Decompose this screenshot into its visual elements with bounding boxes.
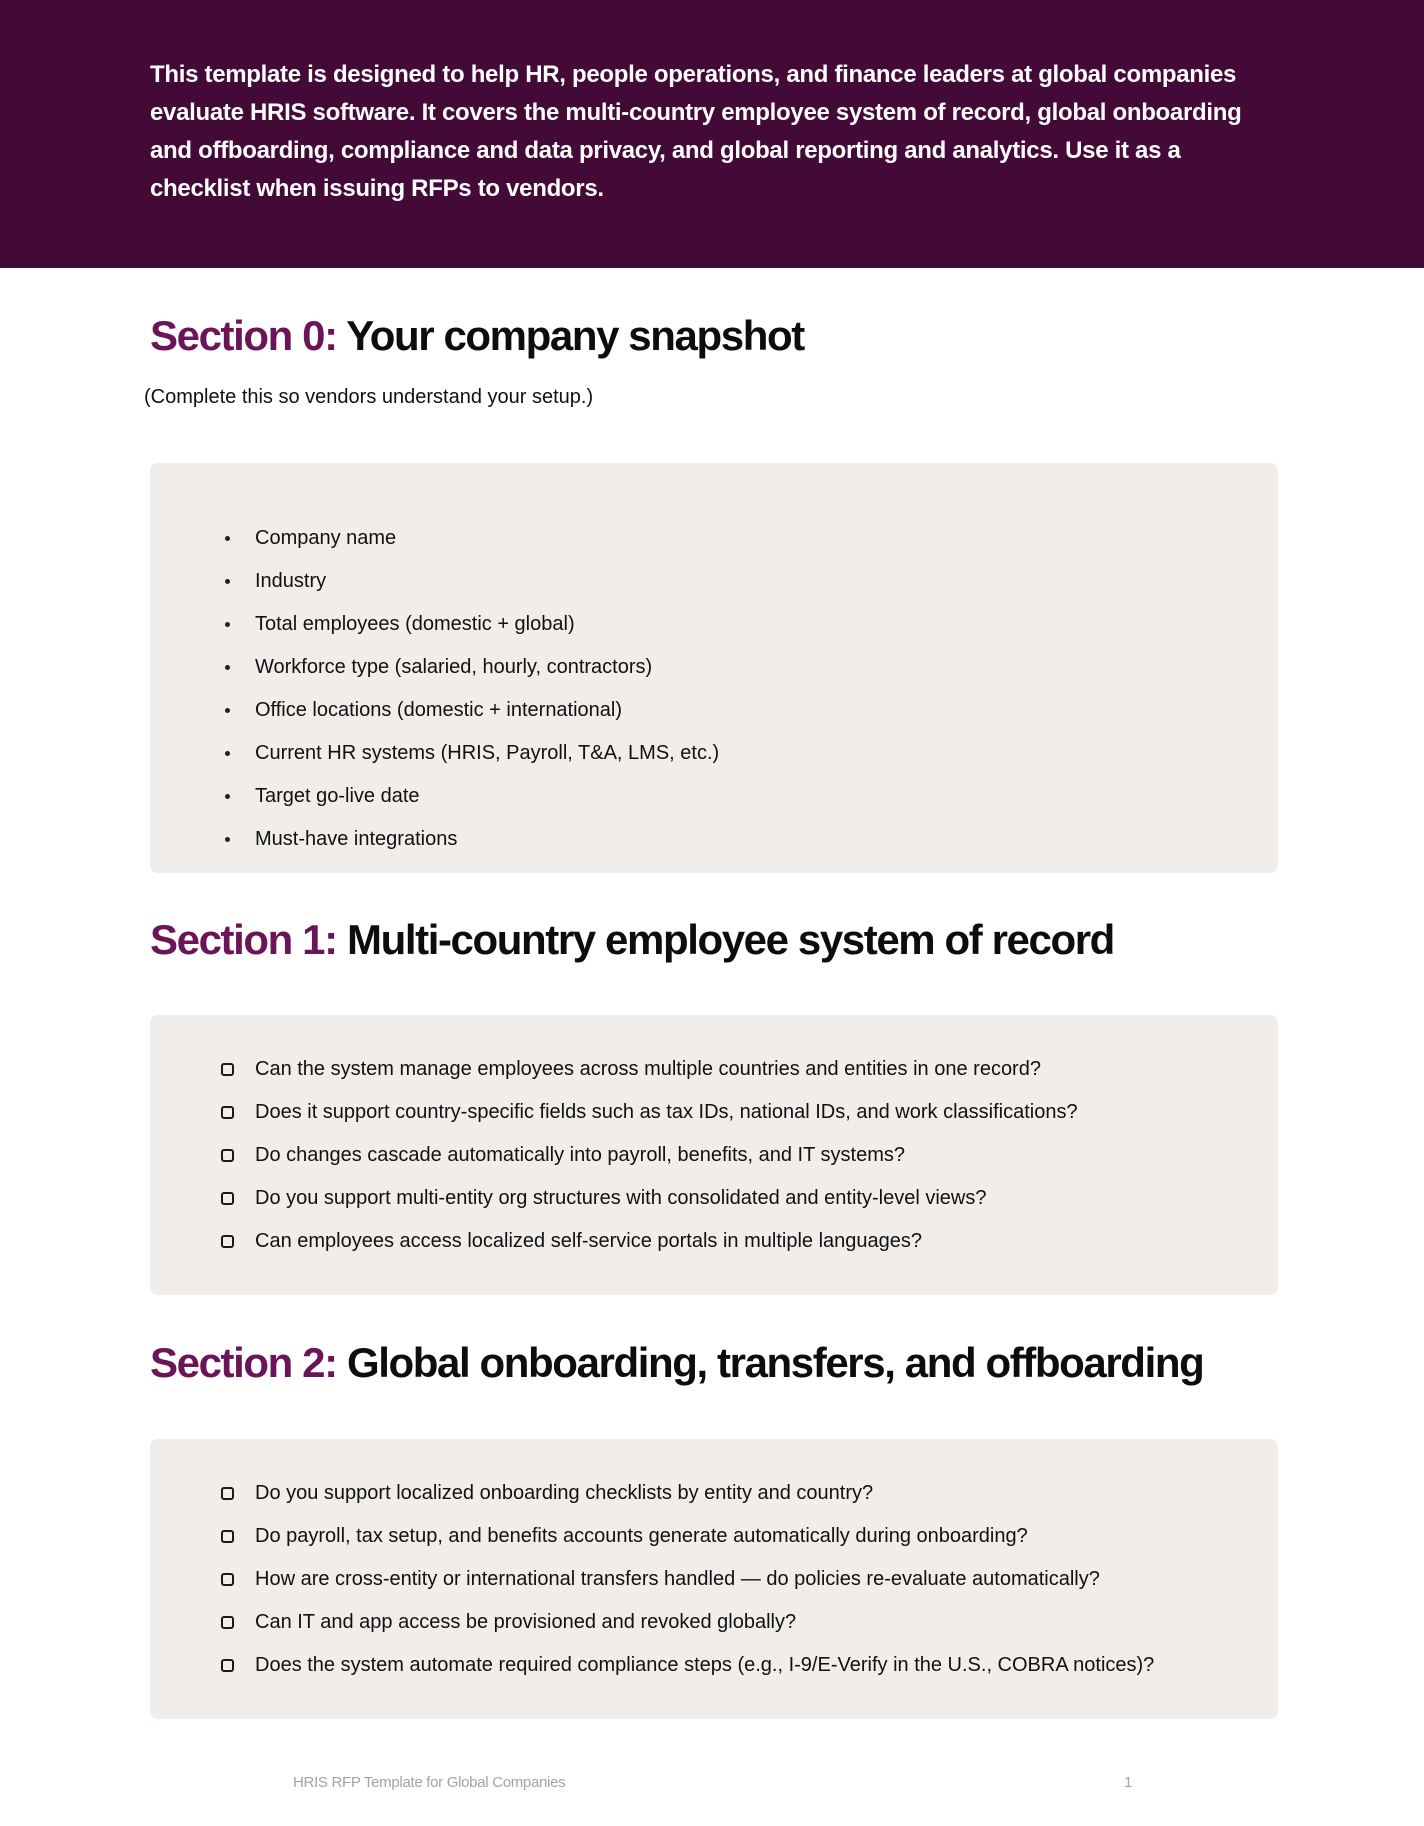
bullet-icon (225, 536, 230, 541)
section-2-title: Global onboarding, transfers, and offboarding (347, 1339, 1204, 1386)
checkbox-icon[interactable] (221, 1235, 234, 1248)
section-1-card (150, 1015, 1278, 1295)
section-0-card (150, 463, 1278, 873)
onboarding-checklist (150, 1472, 1278, 1687)
checkbox-icon[interactable] (221, 1106, 234, 1119)
system-of-record-checklist (150, 1048, 1278, 1263)
checkbox-icon[interactable] (221, 1487, 234, 1500)
checkbox-icon[interactable] (221, 1149, 234, 1162)
list-item: Current HR systems (HRIS, Payroll, T&A, LMS, etc.) (220, 732, 1278, 775)
checkbox-icon[interactable] (221, 1659, 234, 1672)
company-snapshot-list (150, 517, 1278, 861)
checklist-item: Can IT and app access be provisioned and revoked globally? (220, 1601, 1278, 1644)
intro-text: This template is designed to help HR, people operations, and finance leaders at global companies evaluate HRIS software. It covers the multi-country employee system of record, global onboarding and offboarding, compliance and data privacy, and global reporting and analytics. Use it as a checklist when issuing RFPs to vendors. (150, 61, 1242, 202)
checklist-item: How are cross-entity or international transfers handled — do policies re-evaluate automatically? (220, 1558, 1278, 1601)
section-0-title: Your company snapshot (346, 312, 804, 359)
checklist-item: Can the system manage employees across multiple countries and entities in one record? (220, 1048, 1278, 1091)
checklist-item: Do payroll, tax setup, and benefits accounts generate automatically during onboarding? (220, 1515, 1278, 1558)
checklist-item: Does the system automate required compliance steps (e.g., I-9/E-Verify in the U.S., COBRA notices)? (220, 1644, 1278, 1687)
checkbox-icon[interactable] (221, 1616, 234, 1629)
checklist-item: Do you support multi-entity org structures with consolidated and entity-level views? (220, 1177, 1278, 1220)
section-2-card (150, 1439, 1278, 1719)
checklist-item: Can employees access localized self-service portals in multiple languages? (220, 1220, 1278, 1263)
list-item: Total employees (domestic + global) (220, 603, 1278, 646)
bullet-icon (225, 837, 230, 842)
bullet-icon (225, 708, 230, 713)
checklist-item: Do you support localized onboarding checklists by entity and country? (220, 1472, 1278, 1515)
list-item: Must-have integrations (220, 818, 1278, 861)
footer-document-title: HRIS RFP Template for Global Companies (293, 1774, 566, 1791)
section-1-prefix: Section 1: (150, 916, 337, 963)
section-1-title: Multi-country employee system of record (347, 916, 1114, 963)
list-item: Office locations (domestic + international) (220, 689, 1278, 732)
section-2-heading (150, 1339, 1203, 1387)
list-item: Target go-live date (220, 775, 1278, 818)
bullet-icon (225, 622, 230, 627)
section-0-subtitle: (Complete this so vendors understand your setup.) (144, 386, 594, 408)
list-item: Workforce type (salaried, hourly, contractors) (220, 646, 1278, 689)
section-2-prefix: Section 2: (150, 1339, 337, 1386)
list-item: Industry (220, 560, 1278, 603)
bullet-icon (225, 794, 230, 799)
bullet-icon (225, 579, 230, 584)
checklist-item: Do changes cascade automatically into payroll, benefits, and IT systems? (220, 1134, 1278, 1177)
checkbox-icon[interactable] (221, 1192, 234, 1205)
list-item: Company name (220, 517, 1278, 560)
bullet-icon (225, 665, 230, 670)
checkbox-icon[interactable] (221, 1063, 234, 1076)
section-1-heading (150, 916, 1114, 964)
checkbox-icon[interactable] (221, 1573, 234, 1586)
bullet-icon (225, 751, 230, 756)
intro-banner (0, 0, 1424, 268)
section-0-heading (150, 312, 804, 360)
checklist-item: Does it support country-specific fields such as tax IDs, national IDs, and work classifications? (220, 1091, 1278, 1134)
checkbox-icon[interactable] (221, 1530, 234, 1543)
footer-page-number: 1 (1124, 1774, 1133, 1791)
section-0-prefix: Section 0: (150, 312, 337, 359)
